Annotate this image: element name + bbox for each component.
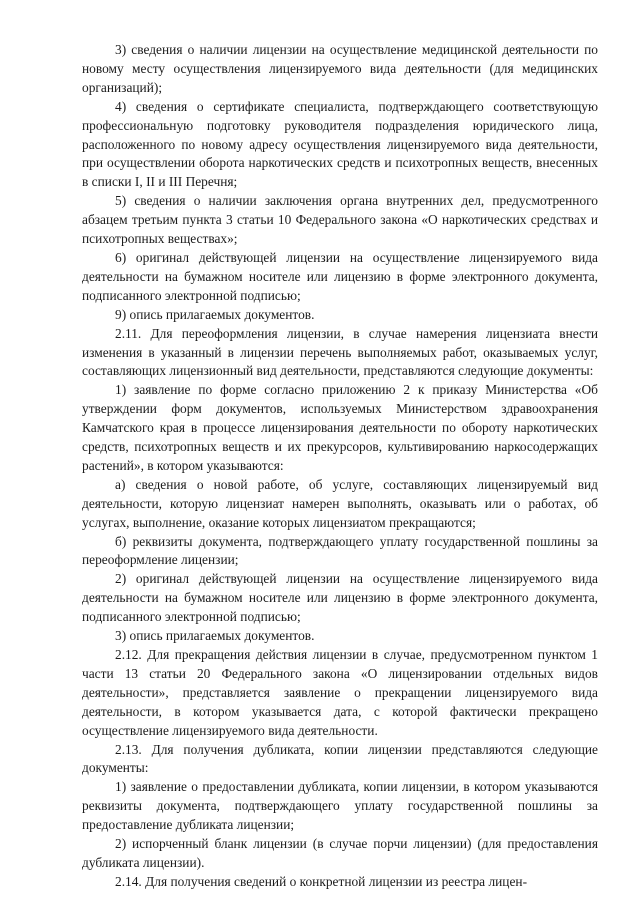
paragraph: 2.12. Для прекращения действия лицензии в случае, предусмотренном пунктом 1 части 13 статьи 20 Федерального закона «О лицензировании отдельных видов деятельности», представляется заявление о прекращении лицензируемого вида деятельности, в котором указывается дата, с которой фактически прекращено осуществление лицензируемого вида деятельности. — [82, 647, 598, 738]
paragraph: б) реквизиты документа, подтверждающего уплату государственной пошлины за переоформление лицензии; — [82, 533, 598, 568]
paragraph: 9) опись прилагаемых документов. — [115, 306, 315, 322]
paragraph: 2.14. Для получения сведений о конкретной лицензии из реестра лицен- — [115, 873, 528, 889]
paragraph: 1) заявление по форме согласно приложению 2 к приказу Министерства «Об утверждении форм документов, используемых Министерством здравоохранения Камчатского края в процессе лицензирования деятельности по обороту наркотических средств, психотропных веществ и их прекурсоров, культивированию наркосодержащих растений», в котором указываются: — [82, 382, 598, 473]
paragraph: 4) сведения о сертификате специалиста, подтверждающего соответствующую профессиональную подготовку руководителя подразделения юридического лица, расположенного по новому адресу осуществления лицензируемого вида деятельности, при осуществлении оборота наркотических средств и психотропных веществ, внесенных в списки I, II и III Перечня; — [82, 98, 598, 190]
paragraph: 3) сведения о наличии лицензии на осуществление медицинской деятельности по новому месту осуществления лицензируемого вида деятельности (для медицинских организаций); — [82, 42, 598, 95]
paragraph: 2) испорченный бланк лицензии (в случае порчи лицензии) (для предоставления дубликата лицензии). — [82, 836, 598, 870]
paragraph: 3) опись прилагаемых документов. — [115, 628, 315, 644]
paragraph: 2.13. Для получения дубликата, копии лицензии представляются следующие документы: — [82, 741, 598, 776]
paragraph: 2.11. Для переоформления лицензии, в случае намерения лицензиата внести изменения в указанный в лицензии перечень выполняемых работ, оказываемых услуг, составляющих лицензионный вид деятельности, представляются следующие документы: — [82, 325, 598, 379]
paragraph: 5) сведения о наличии заключения органа внутренних дел, предусмотренного абзацем третьим пункта 3 статьи 10 Федерального закона «О наркотических средствах и психотропных веществах»; — [82, 193, 598, 247]
paragraph: а) сведения о новой работе, об услуге, составляющих лицензируемый вид деятельности, которую лицензиат намерен выполнять, оказывать или о работах, об услугах, выполнение, оказание которых лицензиатом прекращаются; — [82, 476, 598, 530]
paragraph: 2) оригинал действующей лицензии на осуществление лицензируемого вида деятельности на бумажном носителе или лицензию в форме электронного документа, подписанного электронной подписью; — [82, 571, 598, 625]
paragraph: 6) оригинал действующей лицензии на осуществление лицензируемого вида деятельности на бумажном носителе или лицензию в форме электронного документа, подписанного электронной подписью; — [82, 249, 598, 303]
document-body — [82, 41, 598, 892]
paragraph: 1) заявление о предоставлении дубликата, копии лицензии, в котором указываются реквизиты документа, подтверждающего уплату государственной пошлины за предоставление дубликата лицензии; — [82, 779, 598, 833]
